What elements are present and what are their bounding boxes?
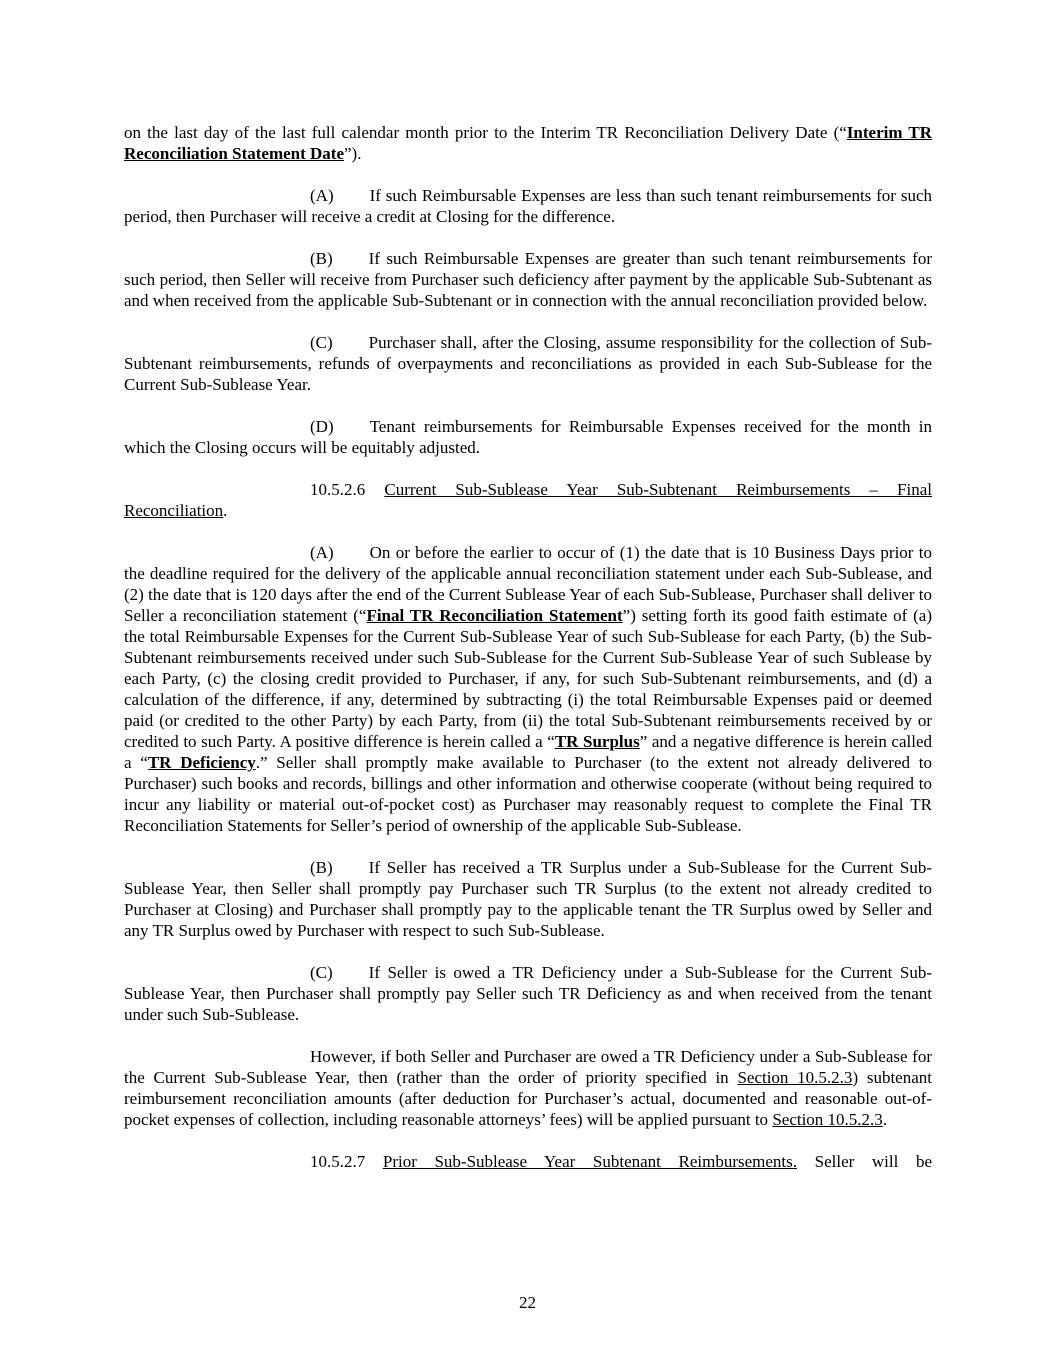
text-segment: If Seller is owed a TR Deficiency under a Sub-Sublease for the Current Sub-Sublease Year, then Purchaser shall promptly pay Seller such TR Deficiency as and when received from the tenant under such Sub-Sublease.: [124, 963, 932, 1024]
text-segment: If Seller has received a TR Surplus under a Sub-Sublease for the Current Sub-Sublease Year, then Seller shall promptly pay Purchaser such TR Surplus (to the extent not already credited to Purchaser at Closing) and Purchaser shall promptly pay to the applicable tenant the TR Surplus owed by Seller and any TR Surplus owed by Purchaser with respect to such Sub-Sublease.: [124, 858, 932, 940]
page-number: 22: [519, 1293, 536, 1312]
text-segment: ”).: [344, 144, 362, 163]
paragraph-label: (C): [310, 333, 333, 352]
paragraph-label: (B): [310, 858, 333, 877]
text-segment: .” Seller shall promptly make available to Purchaser (to the extent not already delivered to Purchaser) such books and records, billings and other information and otherwise cooperate (without being required to incur any liability or material out-of-pocket cost) as Purchaser may reasonably request to complete the Final TR Reconciliation Statements for Seller’s period of ownership of the applicable Sub-Sublease.: [124, 753, 932, 835]
text-segment: If such Reimbursable Expenses are greater than such tenant reimbursements for such period, then Seller will receive from Purchaser such deficiency after payment by the applicable Sub-Subtenant as and when received from the applicable Sub-Subtenant or in connection with the annual reconciliation provided below.: [124, 249, 932, 310]
paragraph-label: (A): [310, 543, 334, 562]
paragraph-label: (D): [310, 417, 334, 436]
text-segment: on the last day of the last full calendar month prior to the Interim TR Reconciliation Delivery Date (“: [124, 123, 847, 142]
defined-term-tr-deficiency: TR Deficiency: [147, 753, 256, 772]
defined-term-interim-tr-reconciliation-statement-date: Interim TR Reconciliation Statement Date: [124, 123, 932, 163]
heading-10-5-2-6: [124, 479, 932, 521]
paragraph-label: (B): [310, 249, 333, 268]
page-content: [124, 122, 932, 1193]
text-segment: However, if both Seller and Purchaser are owed a TR Deficiency under a Sub-Sublease for the Current Sub-Sublease Year, then (rather than the order of priority specified in: [124, 1047, 932, 1087]
section-number: 10.5.2.7: [310, 1152, 383, 1171]
text-segment: Purchaser shall, after the Closing, assume responsibility for the collection of Sub-Subtenant reimbursements, refunds of overpayments and reconciliations as provided in each Sub-Sublease for the Current Sub-Sublease Year.: [124, 333, 932, 394]
para-however-priority: [124, 1046, 932, 1130]
text-segment: On or before the earlier to occur of (1) the date that is 10 Business Days prior to the deadline required for the delivery of the applicable annual reconciliation statement under each Sub-Sublease, and (2) the date that is 120 days after the end of the Current Sublease Year of each Sub-Sublease, Purchaser shall deliver to Seller a reconciliation statement (“: [124, 543, 932, 625]
defined-term-tr-surplus: TR Surplus: [554, 732, 640, 751]
text-segment: ” and a negative difference is herein called a “: [124, 732, 932, 772]
paragraph-opening: [124, 122, 932, 164]
section-title: Prior Sub-Sublease Year Subtenant Reimbursements.: [382, 1152, 798, 1171]
section-reference: Section 10.5.2.3: [737, 1068, 853, 1087]
para-D-equitable-adjustment: [124, 416, 932, 458]
paragraph-label: (C): [310, 963, 333, 982]
text-segment: If such Reimbursable Expenses are less than such tenant reimbursements for such period, then Purchaser will receive a credit at Closing for the difference.: [124, 186, 932, 226]
text-segment: .: [223, 501, 228, 520]
para-B-seller-deficiency: [124, 248, 932, 311]
text-segment: Tenant reimbursements for Reimbursable Expenses received for the month in which the Closing occurs will be equitably adjusted.: [124, 417, 932, 457]
text-segment: .: [882, 1110, 888, 1129]
para-A-closing-credit: [124, 185, 932, 227]
section-number: 10.5.2.6: [310, 480, 385, 499]
para-A-final-reconciliation-statement: [124, 542, 932, 836]
text-segment: ) subtenant reimbursement reconciliation amounts (after deduction for Purchaser’s actual, documented and reasonable out-of-pocket expenses of collection, including reasonable attorneys’ fees) will be applied pursuant to: [124, 1068, 932, 1129]
paragraph-label: (A): [310, 186, 334, 205]
para-C-tr-deficiency-payment: [124, 962, 932, 1025]
para-C-collection-responsibility: [124, 332, 932, 395]
defined-term-final-tr-reconciliation-statement: Final TR Reconciliation Statement: [366, 606, 623, 625]
para-B-tr-surplus-payment: [124, 857, 932, 941]
text-segment: Seller will be: [797, 1152, 932, 1171]
section-reference: Section 10.5.2.3: [772, 1110, 883, 1129]
section-title: Current Sub-Sublease Year Sub-Subtenant Reimbursements – Final Reconciliation: [124, 480, 932, 520]
text-segment: ”) setting forth its good faith estimate of (a) the total Reimbursable Expenses for the Current Sub-Sublease Year of such Sub-Sublease for each Party, (b) the Sub-Subtenant reimbursements received under such Sub-Sublease for the Current Sub-Sublease Year of such Sublease by each Party, (c) the closing credit provided to Purchaser, if any, for such Sub-Subtenant reimbursements, and (d) a calculation of the difference, if any, determined by subtracting (i) the total Reimbursable Expenses paid or deemed paid (or credited to the other Party) by each Party, from (ii) the total Sub-Subtenant reimbursements received by or credited to such Party. A positive difference is herein called a “: [124, 606, 932, 751]
heading-10-5-2-7: [124, 1151, 932, 1172]
